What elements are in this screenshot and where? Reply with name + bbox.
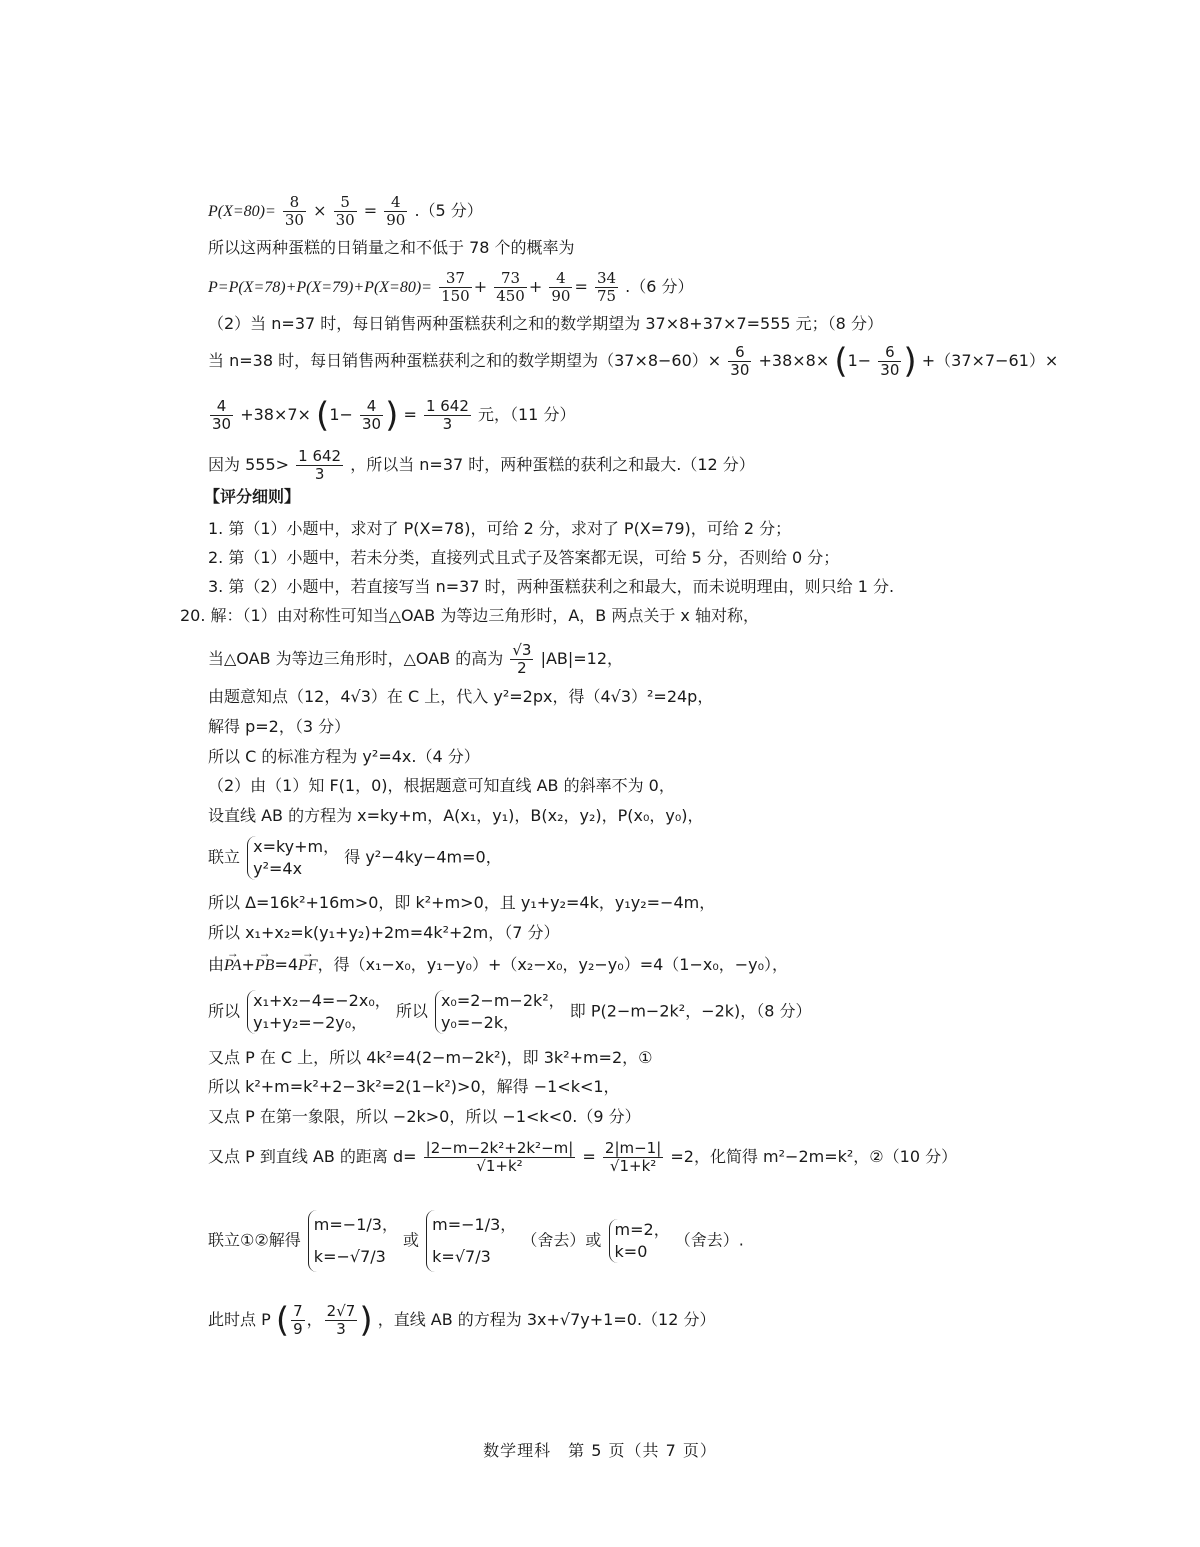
fraction: $\frac{4}{90}$: [386, 193, 406, 229]
fraction: $\frac{7}{9}$: [293, 1302, 303, 1338]
line-total-probability: P=P(X=78)+P(X=79)+P(X=80)= $\frac{37}{150}$ + $\frac{73}{450}$ + $\frac{4}{90}$ = $\frac{34}{75}$ .（6 分）: [208, 269, 694, 305]
vector-pa: → PA: [224, 956, 241, 976]
line-comparison: 因为 555> $\frac{1 642}{3}$ ，所以当 n=37 时，两种蛋糕的获利之和最大.（12 分）: [208, 447, 755, 483]
text-line: 所以 C 的标准方程为 y²=4x.（4 分）: [208, 747, 480, 766]
vector-pf: → PF: [298, 956, 318, 976]
text-line: 又点 P 在 C 上，所以 4k²=4(2−m−2k²)，即 3k²+m=2，①: [208, 1048, 653, 1067]
fraction: $\frac{\text{|2−m−2k²+2k²−m|}}{\text{√1+k²}}$: [425, 1139, 574, 1175]
equation-system: m=−1/3， k=−√7/3: [308, 1210, 398, 1272]
page-footer: 数学理科 第 5 页（共 7 页）: [483, 1441, 717, 1460]
fraction: $\frac{73}{450}$: [496, 269, 525, 305]
fraction: $\frac{4}{90}$: [551, 269, 571, 305]
text-line: 解得 p=2，（3 分）: [208, 717, 351, 736]
line-system-2: 所以 x₁+x₂−4=−2x₀， y₁+y₂=−2y₀， 所以 x₀=2−m−2k²， y₀=−2k， 即 P(2−m−2k²，−2k)，（8 分）: [208, 991, 812, 1032]
rubric-item: 3. 第（2）小题中，若直接写当 n=37 时，两种蛋糕获利之和最大，而未说明理由，则只给 1 分.: [208, 577, 895, 596]
fraction: $\frac{5}{30}$: [335, 193, 355, 229]
line-n38-continued: $\frac{4}{30}$ +38×7× (1− $\frac{4}{30}$ ) = $\frac{1 642}{3}$ 元，（11 分）: [212, 395, 576, 436]
fraction: $\frac{√3}{2}$: [512, 641, 532, 677]
text-line: 所以 k²+m=k²+2−3k²=2(1−k²)>0，解得 −1<k<1，: [208, 1077, 620, 1096]
question-20-start: 20. 解：（1）由对称性可知当△OAB 为等边三角形时，A，B 两点关于 x 轴对称，: [180, 606, 759, 625]
text-line: 又点 P 在第一象限，所以 −2k>0，所以 −1<k<0.（9 分）: [208, 1107, 641, 1126]
fraction: $\frac{1 642}{3}$: [425, 397, 469, 433]
fraction: $\frac{1 642}{3}$: [298, 447, 342, 483]
line-distance: 又点 P 到直线 AB 的距离 d= $\frac{\text{|2−m−2k²+2k²−m|}}{\text{√1+k²}}$ = $\frac{2|m-1|}{\text{√1+k²}}$ =2，化简得 m²−2m=k²，②（10 分）: [208, 1139, 958, 1175]
text-line: 设直线 AB 的方程为 x=ky+m，A(x₁，y₁)，B(x₂，y₂)，P(x₀，y₀)，: [208, 806, 704, 825]
fraction: $\frac{6}{30}$: [730, 343, 750, 379]
equation-system: m=−1/3， k=√7/3: [426, 1210, 516, 1272]
line-system-1: 联立 x=ky+m， y²=4x 得 y²−4ky−4m=0，: [208, 837, 502, 878]
fraction: $\frac{4}{30}$: [212, 397, 232, 433]
line-height-eq: 当△OAB 为等边三角形时，△OAB 的高为 $\frac{√3}{2}$ |AB|=12，: [208, 641, 624, 677]
equation-system: m=2， k=0: [609, 1219, 670, 1263]
text-line: 所以这两种蛋糕的日销量之和不低于 78 个的概率为: [208, 238, 575, 257]
text-line: 所以 x₁+x₂=k(y₁+y₂)+2m=4k²+2m，（7 分）: [208, 923, 560, 942]
fraction: $\frac{6}{30}$: [880, 343, 900, 379]
text-line: （2）当 n=37 时，每日销售两种蛋糕获利之和的数学期望为 37×8+37×7=555 元；（8 分）: [208, 314, 883, 333]
text-line: （2）由（1）知 F(1，0)，根据题意可知直线 AB 的斜率不为 0，: [208, 776, 675, 795]
equation-system: x₀=2−m−2k²， y₀=−2k，: [435, 990, 565, 1034]
line-p-x-80: P(X=80)= $\frac{8}{30}$ × $\frac{5}{30}$ = $\frac{4}{90}$ .（5 分）: [208, 193, 483, 229]
vector-pb: → PB: [255, 956, 275, 976]
line-solutions: 联立①②解得 m=−1/3， k=−√7/3 或 m=−1/3， k=√7/3 （舍去）或 m=2， k=0 （舍去）.: [208, 1210, 744, 1272]
text-line: 由题意知点（12，4√3）在 C 上，代入 y²=2px，得（4√3）²=24p，: [208, 687, 714, 706]
fraction: $\frac{37}{150}$: [441, 269, 470, 305]
fraction: $\frac{4}{30}$: [362, 397, 382, 433]
rubric-title: 【评分细则】: [204, 487, 301, 506]
line-n38-expectation: 当 n=38 时，每日销售两种蛋糕获利之和的数学期望为（37×8−60）× $\frac{6}{30}$ +38×8× (1− $\frac{6}{30}$ ) +（37×7−61）×: [208, 341, 1059, 382]
text-line: 所以 Δ=16k²+16m>0，即 k²+m>0，且 y₁+y₂=4k，y₁y₂=−4m，: [208, 893, 716, 912]
fraction: $\frac{2|m-1|}{\text{√1+k²}}$: [604, 1139, 662, 1175]
fraction: $\frac{34}{75}$: [596, 269, 617, 305]
rubric-item: 2. 第（1）小题中，若未分类，直接列式且式子及答案都无误，可给 5 分，否则给 0 分；: [208, 548, 840, 567]
line-final-answer: 此时点 P ( $\frac{7}{9}$ ， $\frac{2√7}{3}$ ) ，直线 AB 的方程为 3x+√7y+1=0.（12 分）: [208, 1300, 716, 1341]
fraction: $\frac{8}{30}$: [284, 193, 304, 229]
rubric-item: 1. 第（1）小题中，求对了 P(X=78)，可给 2 分，求对了 P(X=79)，可给 2 分；: [208, 519, 792, 538]
line-vector-eq: 由→ PA+→ PB=4→ PF，得（x₁−x₀，y₁−y₀）+（x₂−x₀，y₂−y₀）=4（1−x₀，−y₀），: [208, 955, 788, 976]
equation-system: x=ky+m， y²=4x: [247, 836, 339, 880]
fraction: $\frac{2√7}{3}$: [326, 1302, 356, 1338]
equation-system: x₁+x₂−4=−2x₀， y₁+y₂=−2y₀，: [247, 990, 391, 1034]
